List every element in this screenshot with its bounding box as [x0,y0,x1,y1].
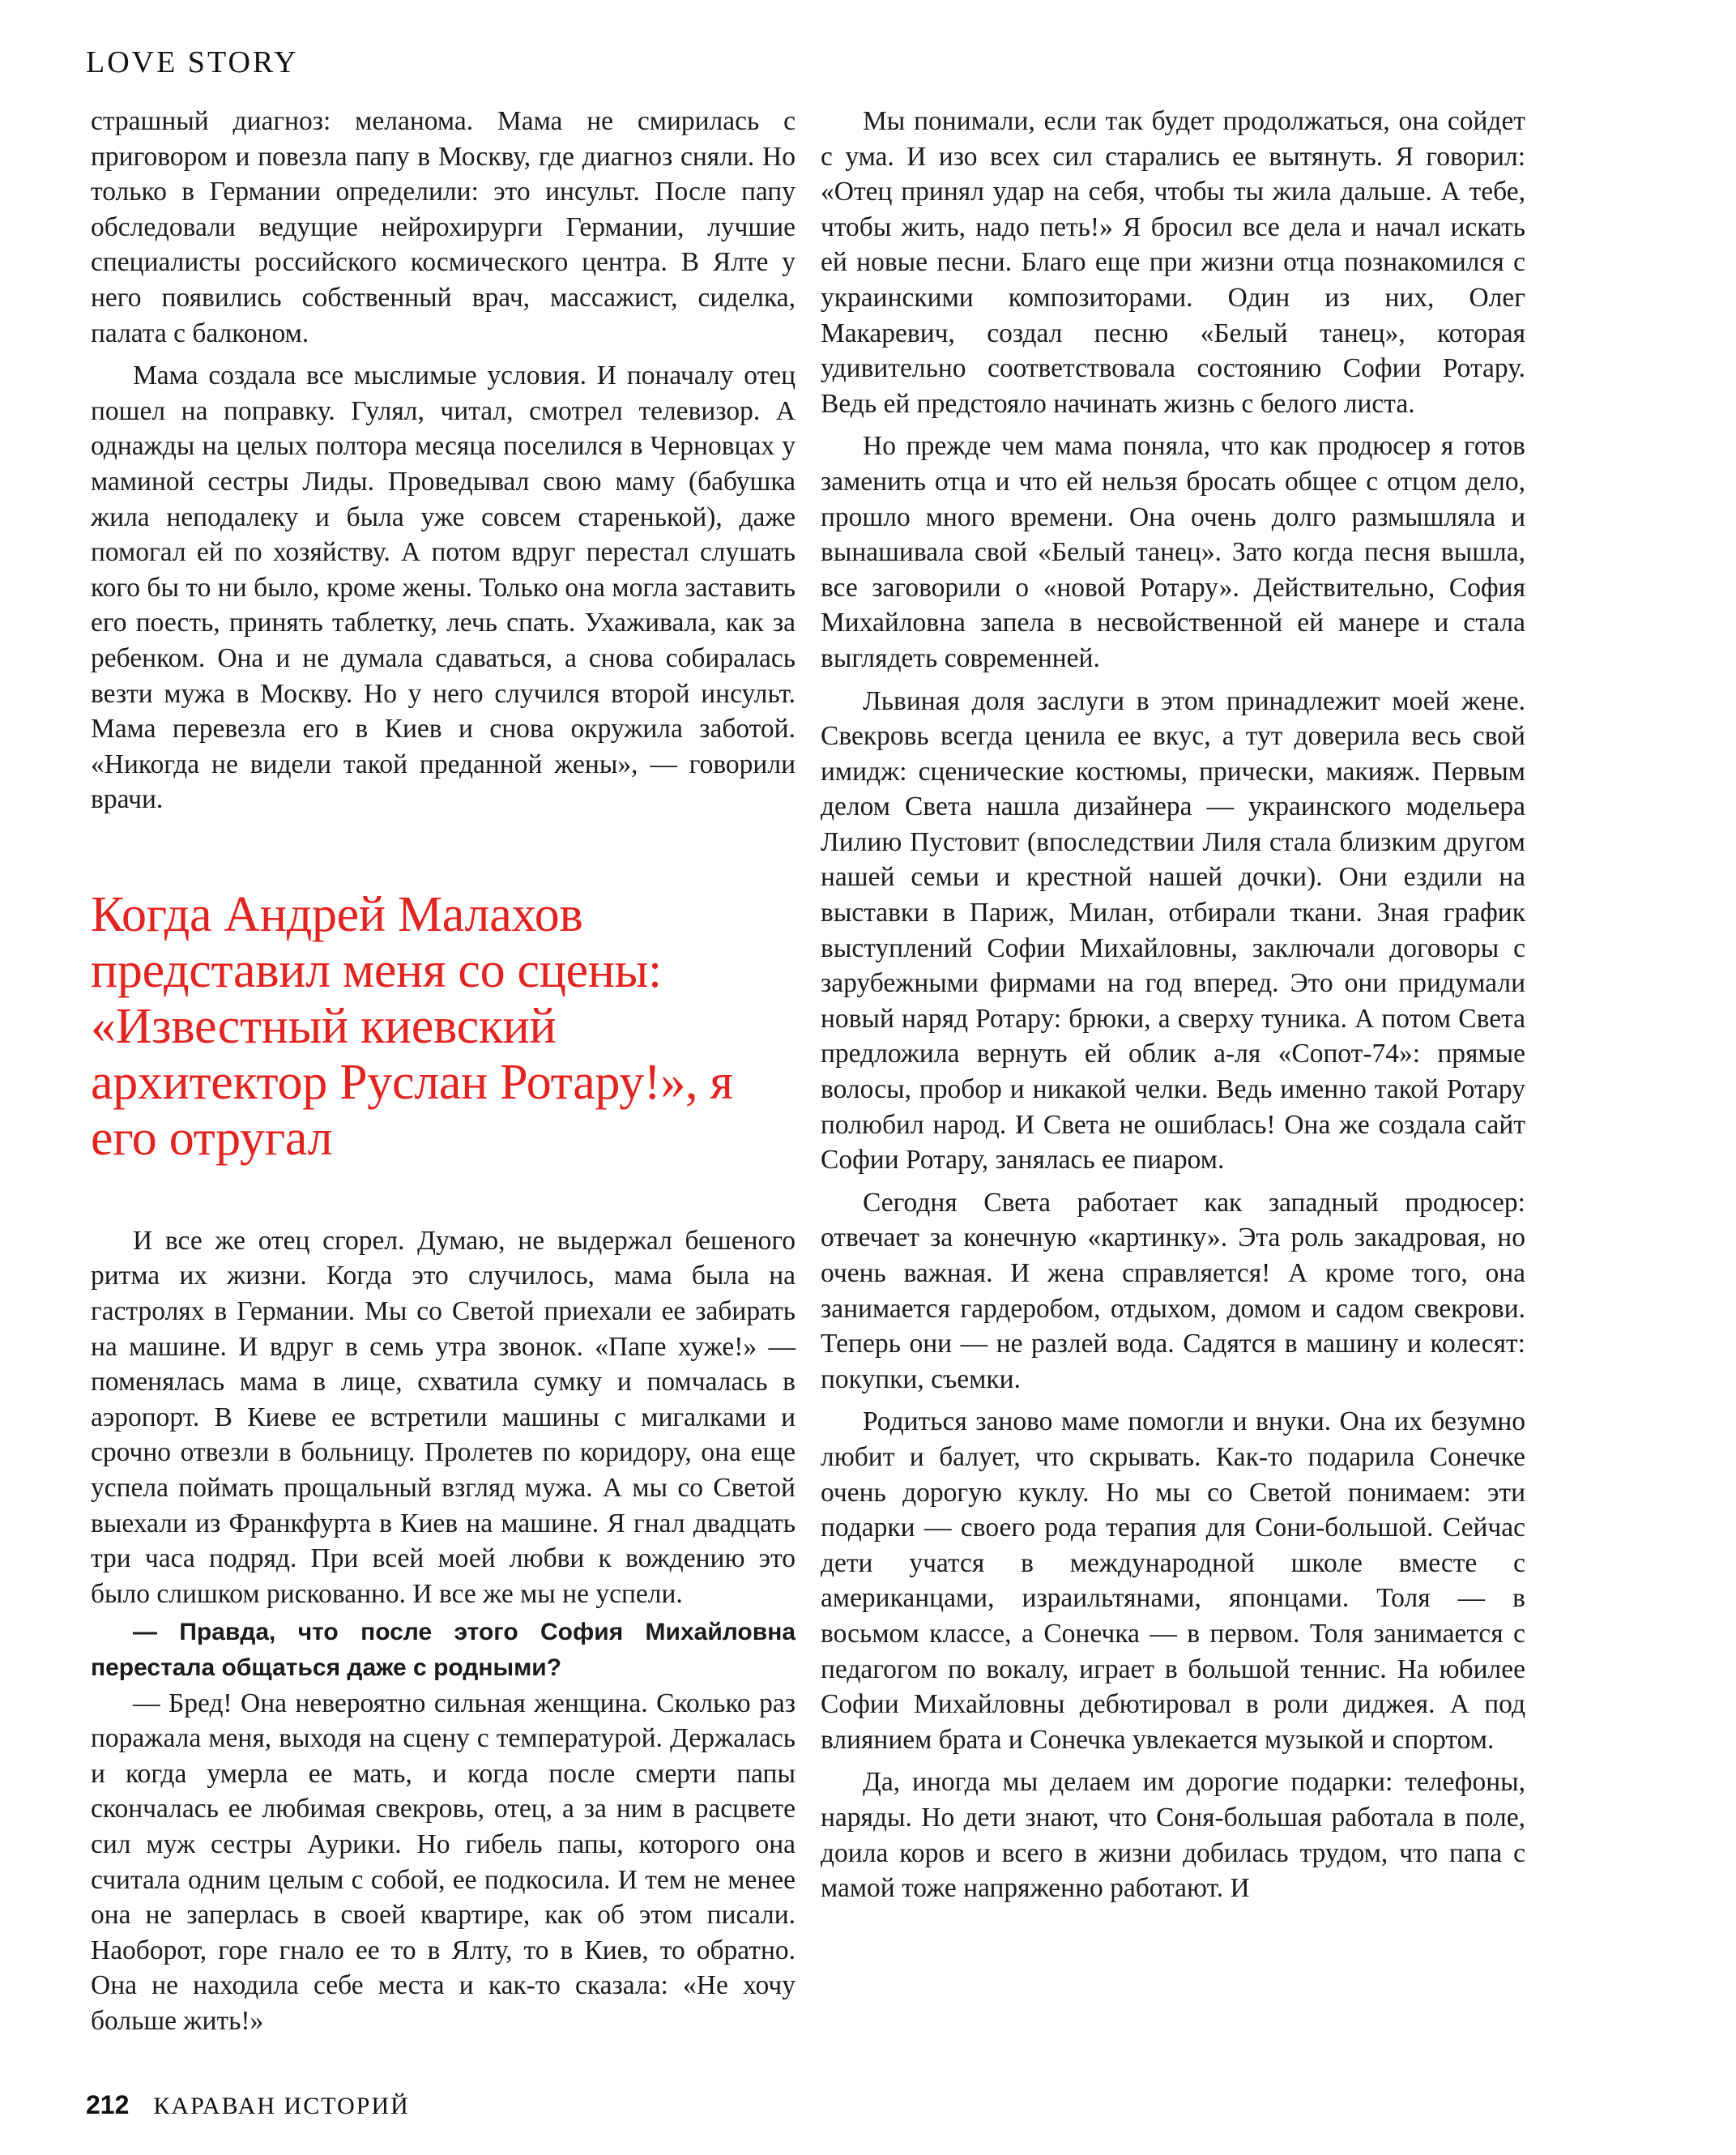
paragraph: Родиться заново маме помогли и внуки. Она их безумно любит и балует, что скрывать. Как-то подарила Сонечке очень дорогую куклу. Но мы со Светой понимаем: эти подарки — своего рода терапия для Сони-большой. Сейчас дети учатся в международной школе вместе с американцами, израильтянами, японцами. Толя — в восьмом классе, а Сонечка — в первом. Толя занимается с педагогом по вокалу, играет в большой теннис. На юбилее Софии Михайловны дебютировал в роли диджея. А под влиянием брата и Сонечка увлекается музыкой и спортом. [821,1406,1525,1755]
paragraph: И все же отец сгорел. Думаю, не выдержал бешеного ритма их жизни. Когда это случилось, мама была на гастролях в Германии. Мы со Светой приехали ее забирать на машине. И вдруг в семь утра звонок. «Папе хуже!» — поменялась мама в лице, схватила сумку и помчалась в аэропорт. В Киеве ее встретили машины с мигалками и срочно отвезли в больницу. Пролетев по коридору, она еще успела поймать прощальный взгляд мужа. А мы со Светой выехали из Франкфурта в Киев на машине. Я гнал двадцать три часа подряд. При всей моей любви к вождению это было слишком рискованно. И все же мы не успели. [91,1225,795,1609]
paragraph: страшный диагноз: меланома. Мама не смирилась с приговором и повезла папу в Москву, где диагноз сняли. Но только в Германии определили: это инсульт. После папу обследовали ведущие нейрохирурги Германии, лучшие специалисты российского космического центра. В Ялте у него появились собственный врач, массажист, сиделка, палата с балконом. [91,106,795,348]
paragraph: Да, иногда мы делаем им дорогие подарки: телефоны, наряды. Но дети знают, что Соня-большая работала в поле, доила коров и всего в жизни добилась трудом, что папа с мамой тоже напряженно работают. И [821,1767,1525,1904]
paragraph: Сегодня Света работает как западный продюсер: отвечает за конечную «картинку». Эта роль закадровая, но очень важная. И жена справляется! А кроме того, она занимается гардеробом, отдыхом, домом и садом свекрови. Теперь они — не разлей вода. Садятся в машину и колесят: покупки, съемки. [821,1187,1525,1394]
section-label: LOVE STORY [86,45,299,79]
page-number: 212 [86,2090,130,2119]
page-footer [86,2090,410,2120]
paragraph: Мы понимали, если так будет продолжаться, она сойдет с ума. И изо всех сил старались ее вытянуть. Я говорил: «Отец принял удар на себя, чтобы ты жила дальше. А тебе, чтобы жить, надо петь!» Я бросил все дела и начал искать ей новые песни. Благо еще при жизни отца познакомился с украинскими композиторами. Один из них, Олег Макаревич, создал песню «Белый танец», которая удивительно соответствовала состоянию Софии Ротару. Ведь ей предстояло начинать жизнь с белого листа. [821,106,1525,419]
interview-question: — Правда, что после этого София Михайловна перестала общаться даже с родными? [91,1619,795,1681]
paragraph: — Бред! Она невероятно сильная женщина. Сколько раз поражала меня, выходя на сцену с температурой. Держалась и когда умерла ее мать, и когда после смерти папы скончалась ее любимая свекровь, отец, а за ним в расцвете сил муж сестры Аурики. Но гибель папы, которого она считала одним целым с собой, ее подкосила. И тем не менее она не заперлась в своей квартире, как об этом писали. Наоборот, горе гнало ее то в Ялту, то в Киев, то обратно. Она не находила себе места и как-то сказала: «Не хочу больше жить!» [91,1688,795,2036]
left-column [91,104,795,2039]
paragraph: Мама создала все мыслимые условия. И поначалу отец пошел на поправку. Гулял, читал, смотрел телевизор. А однажды на целых полтора месяца поселился в Черновцах у маминой сестры Лиды. Проведывал свою маму (бабушка жила неподалеку и была уже совсем старенькой), даже помогал ей по хозяйству. А потом вдруг перестал слушать кого бы то ни было, кроме жены. Только она могла заставить его поесть, принять таблетку, лечь спать. Ухаживала, как за ребенком. Она и не думала сдаваться, а снова собиралась везти мужа в Москву. Но у него случился второй инсульт. Мама перевезла его в Киев и снова окружила заботой. «Никогда не видели такой преданной жены», — говорили врачи. [91,361,795,815]
paragraph: Львиная доля заслуги в этом принадлежит моей жене. Свекровь всегда ценила ее вкус, а тут доверила весь свой имидж: сценические костюмы, прически, макияж. Первым делом Света нашла дизайнера — украинского модельера Лилию Пустовит (впоследствии Лиля стала близким другом нашей семьи и крестной нашей дочки). Они ездили на выставки в Париж, Милан, отбирали ткани. Зная график выступлений Софии Михайловны, заключали договоры с зарубежными фирмами на год вперед. Это они придумали новый наряд Ротару: брюки, а сверху туника. А потом Света предложила вернуть ей облик а-ля «Сопот-74»: прямые волосы, пробор и никакой челки. Ведь именно такой Ротару полюбил народ. И Света не ошиблась! Она же создала сайт Софии Ротару, занялась ее пиаром. [821,685,1525,1176]
right-column [821,104,1525,1906]
pull-quote: Когда Андрей Малахов представил меня со сцены: «Известный киевский архитектор Руслан Ротару!», я его отругал [91,886,733,1166]
magazine-name: КАРАВАН ИСТОРИЙ [153,2093,410,2119]
paragraph: Но прежде чем мама поняла, что как продюсер я готов заменить отца и что ей нельзя бросать общее с отцом дело, прошло много времени. Она очень долго размышляла и вынашивала свой «Белый танец». Зато когда песня вышла, все заговорили о «новой Ротару». Действительно, София Михайловна запела в несвойственной ей манере и стала выглядеть современней. [821,431,1525,673]
